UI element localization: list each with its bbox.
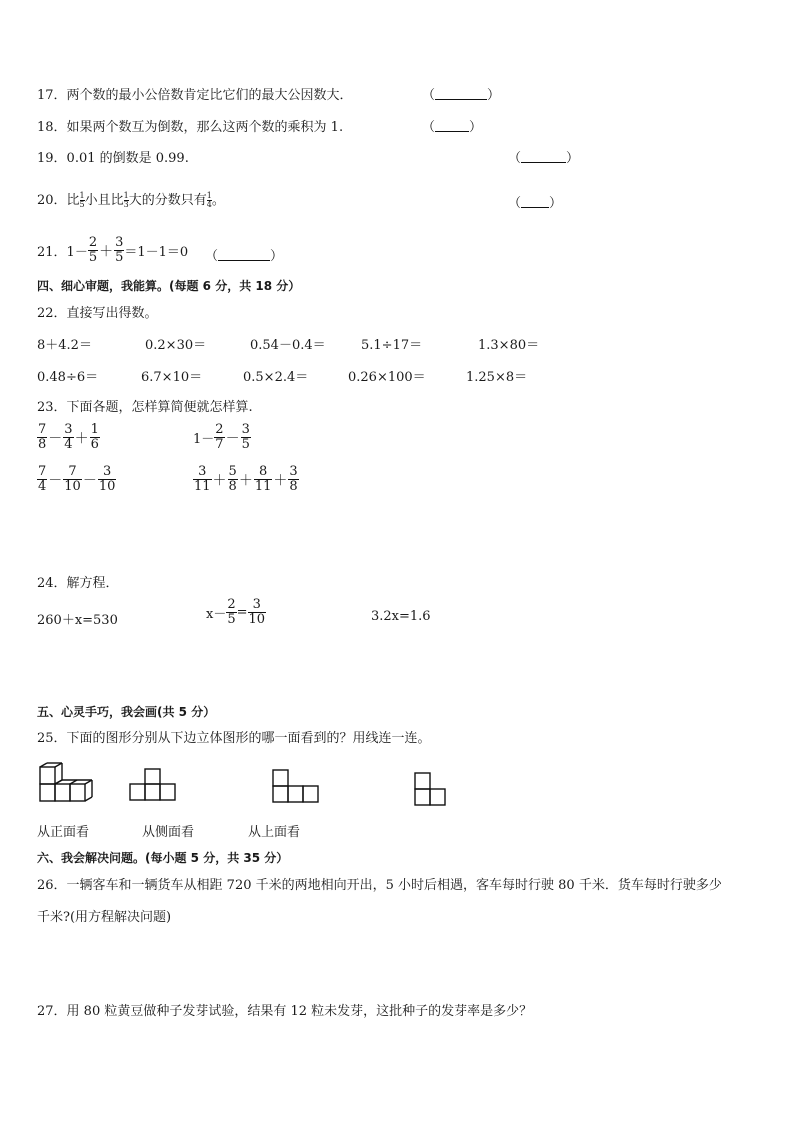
question-18	[37, 116, 343, 135]
fraction: $\frac{1}{3}$	[123, 191, 129, 209]
q21-prefix: 21．1－	[37, 245, 88, 260]
view-label-top: 从上面看	[248, 825, 301, 840]
question-26-line-1: 26．一辆客车和一辆货车从相距 720 千米的两地相向开出，5 小时后相遇，客车每时行驶 80 千米．货车每时行驶多少	[37, 878, 722, 893]
calc-1-2: 0.2×30＝	[145, 338, 207, 353]
question-19	[37, 147, 189, 166]
fraction: $\frac{2}{5}$	[88, 235, 98, 265]
3d-cube-figure	[38, 762, 100, 804]
q20-mid1: 小且比	[84, 193, 124, 208]
answer-paren-21[interactable]	[205, 245, 283, 264]
question-20	[37, 189, 225, 209]
answer-paren-18[interactable]	[422, 116, 482, 135]
answer-paren-17[interactable]	[422, 84, 500, 103]
paren-right: ）	[549, 196, 563, 211]
question-23-title: 23．下面各题，怎样算简便就怎样算.	[37, 400, 253, 415]
calc-2-1: 0.48÷6＝	[37, 370, 99, 385]
question-24-title: 24．解方程．	[37, 576, 119, 591]
fraction: $\frac{1}{5}$	[79, 191, 85, 209]
section-4-title: 四、细心审题，我能算。(每题 6 分，共 18 分）	[37, 279, 301, 293]
top-view-shape	[272, 769, 322, 804]
question-21	[37, 236, 188, 265]
question-18-text: 18．如果两个数互为倒数，那么这两个数的乘积为 1.	[37, 120, 344, 135]
paren-left: （	[422, 88, 436, 103]
paren-right: ）	[270, 249, 284, 264]
answer-blank[interactable]	[218, 248, 270, 261]
front-view-shape	[414, 772, 448, 808]
answer-paren-20[interactable]	[508, 192, 562, 211]
view-label-front: 从正面看	[37, 825, 90, 840]
equation-1: 260＋x=530	[37, 613, 118, 628]
equation-3: 3.2x=1.6	[371, 609, 431, 624]
side-view-shape	[129, 768, 179, 803]
paren-left: （	[422, 120, 436, 135]
answer-blank[interactable]	[435, 87, 487, 100]
expression-3: $\frac{7}{4}$ － $\frac{7}{10}$ － $\frac{3}{10}$	[38, 464, 116, 494]
calc-2-2: 6.7×10＝	[141, 370, 203, 385]
answer-paren-19[interactable]	[508, 147, 579, 166]
section-6-title: 六、我会解决问题。(每小题 5 分，共 35 分）	[37, 851, 289, 865]
answer-blank[interactable]	[521, 150, 566, 163]
fraction: $\frac{1}{4}$	[206, 191, 212, 209]
q20-prefix: 20．比	[37, 193, 80, 208]
calc-1-5: 1.3×80＝	[478, 338, 540, 353]
section-5-title: 五、心灵手巧，我会画(共 5 分）	[37, 705, 216, 719]
fraction: $\frac{3}{5}$	[115, 235, 124, 265]
paren-left: （	[205, 249, 219, 264]
expression-2: 1－ $\frac{2}{7}$ － $\frac{3}{5}$	[193, 422, 250, 452]
operator: ＋	[99, 243, 114, 260]
question-17-text: 17．两个数的最小公倍数肯定比它们的最大公因数大．	[37, 88, 353, 103]
paren-right: ）	[469, 120, 483, 135]
paren-left: （	[508, 151, 522, 166]
question-19-text: 19．0.01 的倒数是 0.99.	[37, 151, 189, 166]
q20-suffix: 。	[211, 193, 225, 208]
calc-1-1: 8＋4.2＝	[37, 338, 92, 353]
q21-rest: ＝1－1＝0	[124, 245, 189, 260]
question-26-line-2: 千米?(用方程解决问题)	[37, 910, 172, 925]
calc-2-4: 0.26×100＝	[348, 370, 426, 385]
expression-1: $\frac{7}{8}$ － $\frac{3}{4}$ ＋ $\frac{1}{6}$	[38, 422, 99, 452]
calc-2-3: 0.5×2.4＝	[243, 370, 309, 385]
paren-left: （	[508, 196, 522, 211]
equation-2: x－ $\frac{2}{5}$ = $\frac{3}{10}$	[206, 597, 266, 627]
question-27: 27．用 80 粒黄豆做种子发芽试验，结果有 12 粒未发芽，这批种子的发芽率是多少？	[37, 1004, 533, 1019]
view-label-side: 从侧面看	[142, 825, 195, 840]
calc-1-3: 0.54－0.4＝	[250, 338, 326, 353]
question-17	[37, 84, 353, 103]
question-25-title: 25．下面的图形分别从下边立体图形的哪一面看到的？用线连一连。	[37, 731, 431, 746]
answer-blank[interactable]	[521, 195, 549, 208]
calc-2-5: 1.25×8＝	[466, 370, 528, 385]
expression-4: $\frac{3}{11}$ ＋ $\frac{5}{8}$ ＋ $\frac{8}{11}$ ＋ $\frac{3}{8}$	[194, 464, 298, 494]
answer-blank[interactable]	[435, 119, 469, 132]
q20-mid2: 大的分数只有	[128, 193, 207, 208]
paren-right: ）	[487, 88, 501, 103]
calc-1-4: 5.1÷17＝	[361, 338, 423, 353]
question-22-title: 22．直接写出得数。	[37, 306, 158, 321]
paren-right: ）	[566, 151, 580, 166]
